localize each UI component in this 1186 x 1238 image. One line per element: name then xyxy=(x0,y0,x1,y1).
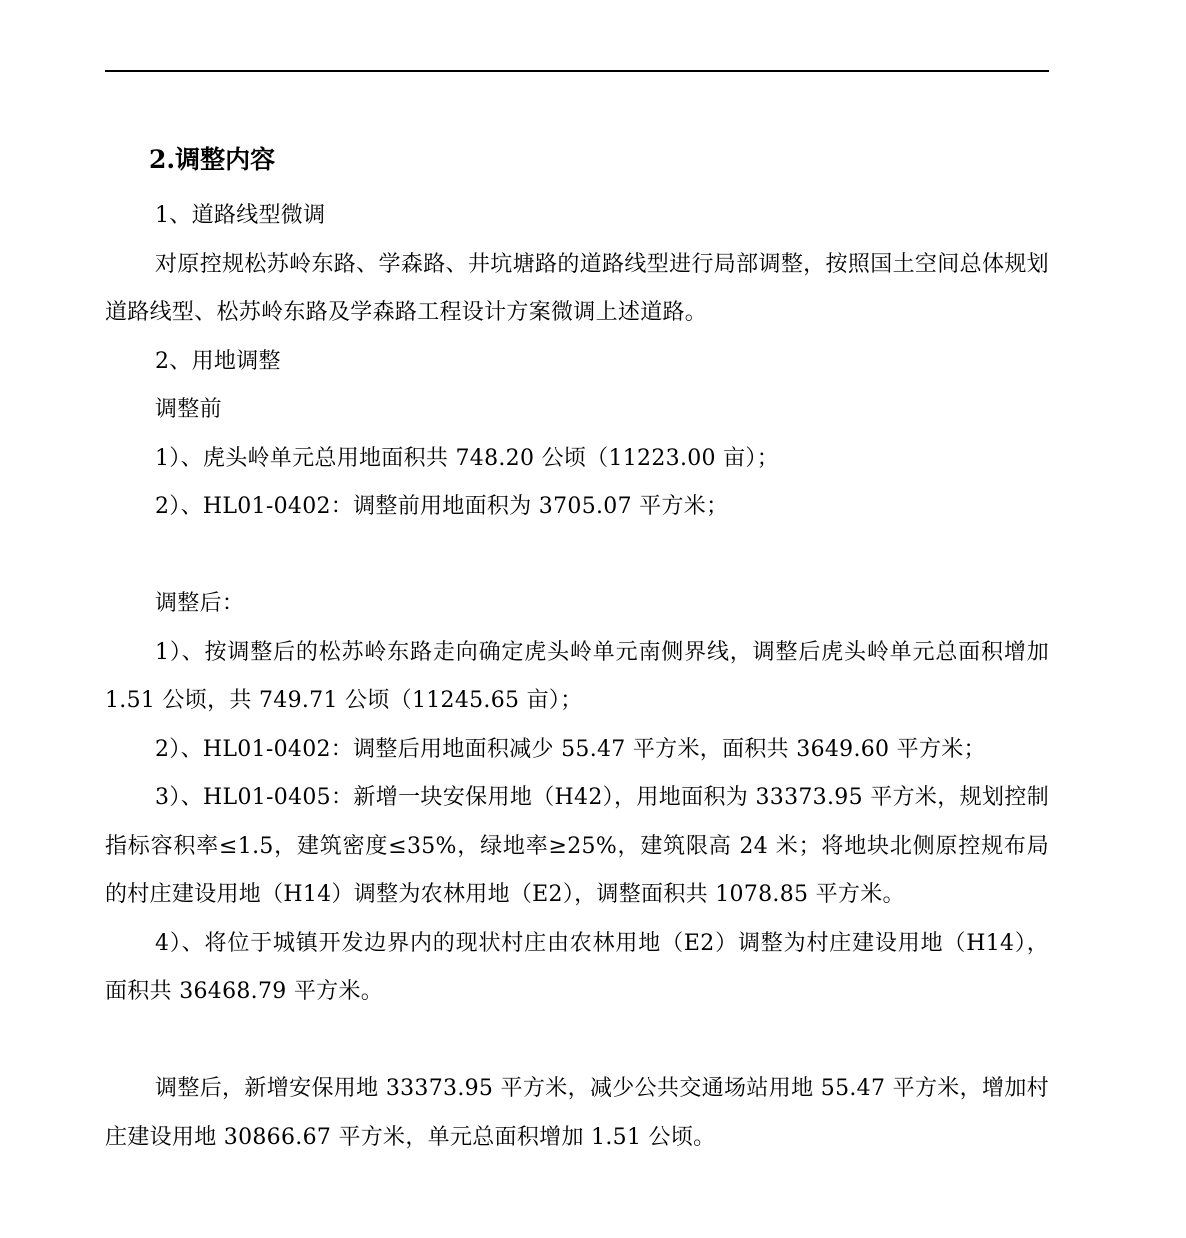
paragraph-after-item-2: 2）、HL01-0402：调整后用地面积减少 55.47 平方米，面积共 3649.60 平方米； xyxy=(155,736,986,762)
paragraph-after-item-4: 4）、将位于城镇开发边界内的现状村庄由农林用地（E2）调整为村庄建设用地（H14），面积共 36468.79 平方米。 xyxy=(105,930,1049,1004)
paragraph-road-adjustment-body: 对原控规松苏岭东路、学森路、井坑塘路的道路线型进行局部调整，按照国土空间总体规划道路线型、松苏岭东路及学森路工程设计方案微调上述道路。 xyxy=(105,251,1049,325)
paragraph-before-item-2: 2）、HL01-0402：调整前用地面积为 3705.07 平方米； xyxy=(155,494,729,519)
paragraph-summary: 调整后，新增安保用地 33373.95 平方米，减少公共交通场站用地 55.47 平方米，增加村庄建设用地 30866.67 平方米，单元总面积增加 1.51 公顷。 xyxy=(105,1076,1049,1150)
paragraph-before-item-1: 1）、虎头岭单元总用地面积共 748.20 公顷（11223.00 亩）； xyxy=(155,445,780,471)
paragraph-after-label: 调整后： xyxy=(155,591,245,616)
paragraph-before-label: 调整前 xyxy=(155,397,222,422)
paragraph-after-item-3: 3）、HL01-0405：新增一块安保用地（H42），用地面积为 33373.95 平方米，规划控制指标容积率≤1.5，建筑密度≤35%，绿地率≥25%，建筑限高 24 米；将地块北侧原控规布局的村庄建设用地（H14）调整为农林用地（E2），调整面积共 1078.85 平方米。 xyxy=(105,785,1049,907)
paragraph-after-item-1: 1）、按调整后的松苏岭东路走向确定虎头岭单元南侧界线，调整后虎头岭单元总面积增加 1.51 公顷，共 749.71 公顷（11245.65 亩）； xyxy=(105,639,1049,713)
blank-line xyxy=(105,1017,1049,1066)
header-rule xyxy=(105,70,1049,72)
section-heading: 2.调整内容 xyxy=(149,145,276,174)
paragraph-land-adjustment-title: 2、用地调整 xyxy=(155,348,281,374)
blank-line xyxy=(105,532,1049,581)
document-body xyxy=(105,140,1049,1162)
paragraph-road-adjustment-title: 1、道路线型微调 xyxy=(155,203,326,228)
